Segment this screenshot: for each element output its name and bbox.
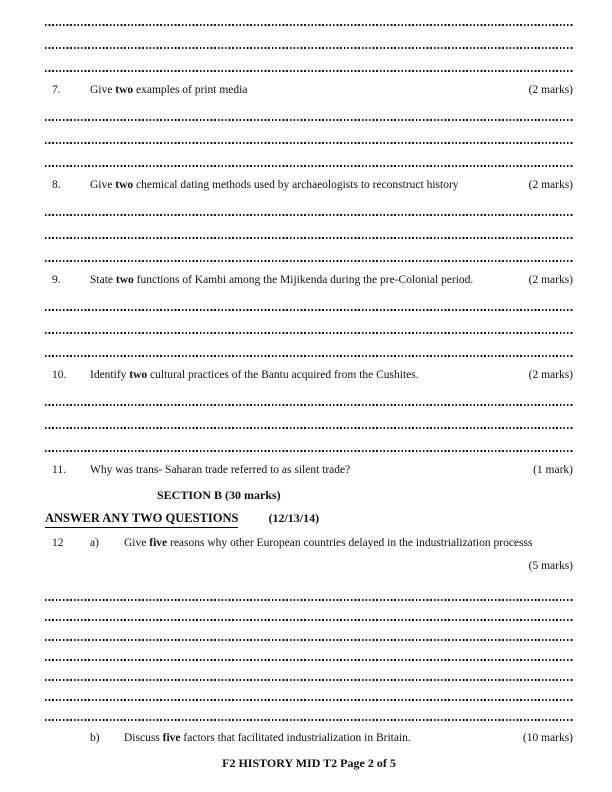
question-text: Give two chemical dating methods used by archaeologists to reconstruct history — [90, 179, 459, 191]
question-number: 10. — [52, 369, 67, 381]
answer-line — [45, 293, 573, 316]
answer-line — [45, 198, 573, 221]
question-row-12a — [45, 531, 573, 555]
answer-line — [45, 31, 573, 54]
answer-line — [45, 244, 573, 267]
marks-label: (1 mark) — [533, 464, 573, 476]
answer-line — [45, 705, 573, 725]
answer-lines-block — [45, 103, 573, 172]
answer-lines-block — [45, 585, 573, 725]
question-text: State two functions of Kambi among the Mijikenda during the pre-Colonial period. — [90, 274, 474, 286]
question-text: Identify two cultural practices of the Bantu acquired from the Cushites. — [90, 369, 419, 381]
question-text: Discuss five factors that facilitated industrialization in Britain. — [124, 732, 411, 744]
answer-lines-block — [45, 293, 573, 362]
section-b-heading: SECTION B (30 marks) — [157, 488, 281, 502]
question-number: 12 — [52, 537, 64, 549]
page-footer: F2 HISTORY MID T2 Page 2 of 5 — [222, 756, 396, 770]
answer-line — [45, 434, 573, 457]
question-number: 9. — [52, 274, 61, 286]
answer-line — [45, 605, 573, 625]
marks-label: (5 marks) — [528, 560, 573, 572]
answer-line — [45, 411, 573, 434]
question-number: 8. — [52, 179, 61, 191]
question-row-7 — [45, 77, 573, 103]
answer-lines-block — [45, 8, 573, 77]
answer-line — [45, 665, 573, 685]
question-text: Give five reasons why other European countries delayed in the industrialization processs — [124, 537, 533, 549]
answer-line — [45, 339, 573, 362]
marks-label: (2 marks) — [528, 369, 573, 381]
marks-label: (2 marks) — [528, 84, 573, 96]
spacer — [45, 577, 573, 585]
marks-label: (2 marks) — [528, 179, 573, 191]
marks-label: (10 marks) — [522, 732, 573, 744]
answer-line — [45, 645, 573, 665]
answer-line — [45, 585, 573, 605]
answer-instruction: ANSWER ANY TWO QUESTIONS — [45, 511, 238, 528]
answer-line — [45, 685, 573, 705]
question-row-10 — [45, 362, 573, 388]
question-row-12b — [45, 725, 573, 751]
answer-line — [45, 103, 573, 126]
answer-line — [45, 388, 573, 411]
answer-lines-block — [45, 388, 573, 457]
question-row-9 — [45, 267, 573, 293]
question-row-8 — [45, 172, 573, 198]
answer-lines-block — [45, 198, 573, 267]
question-text: Why was trans- Saharan trade referred to as silent trade? — [90, 464, 351, 476]
answer-line — [45, 8, 573, 31]
question-part-letter: b) — [90, 732, 100, 744]
answer-line — [45, 221, 573, 244]
answer-line — [45, 625, 573, 645]
answer-line — [45, 316, 573, 339]
question-row-11 — [45, 457, 573, 483]
question-part-letter: a) — [90, 537, 99, 549]
instruction-row — [45, 507, 573, 531]
marks-label: (2 marks) — [528, 274, 573, 286]
answer-line — [45, 126, 573, 149]
answer-line — [45, 149, 573, 172]
question-text: Give two examples of print media — [90, 84, 248, 96]
answer-line — [45, 54, 573, 77]
question-number: 11. — [52, 464, 66, 476]
instruction-note: (12/13/14) — [268, 511, 320, 525]
question-number: 7. — [52, 84, 61, 96]
